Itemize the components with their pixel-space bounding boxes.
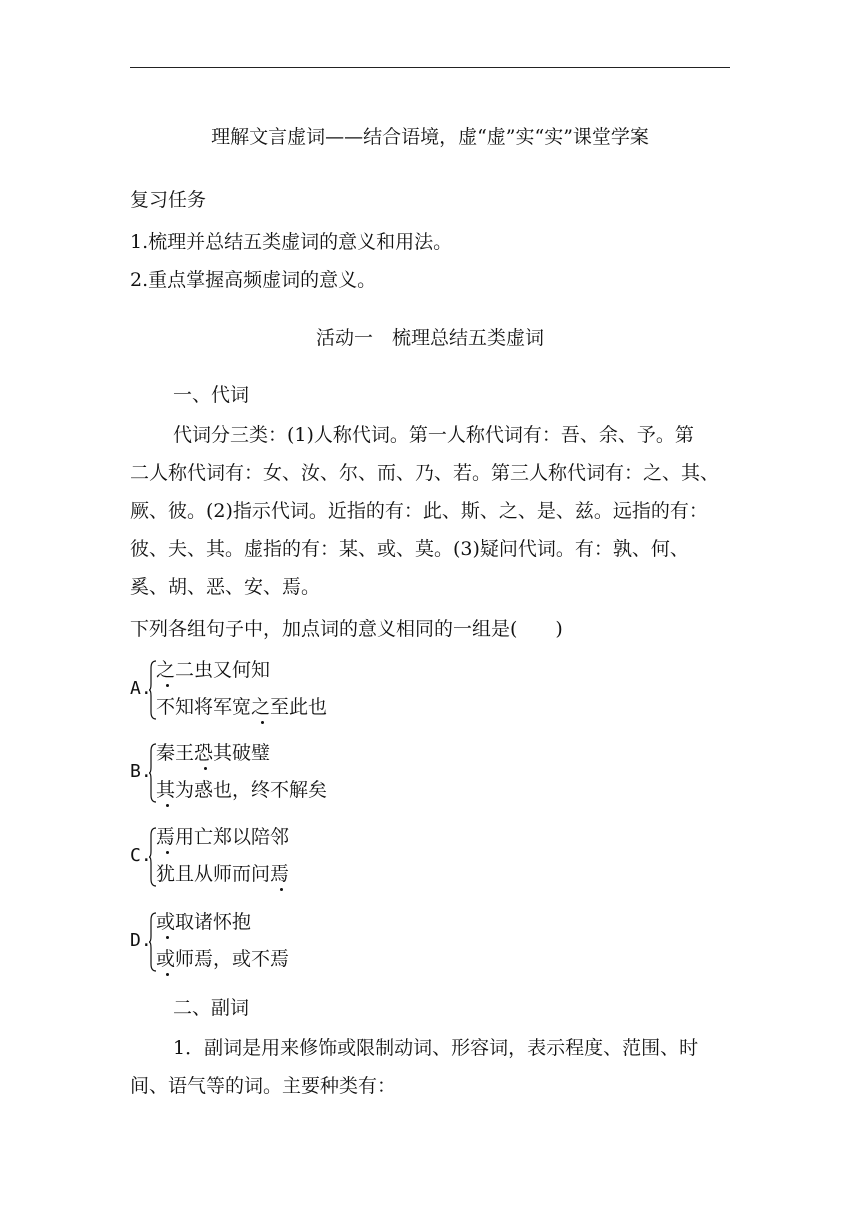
emphasis-dot: [166, 684, 169, 687]
task-item-2: 2.重点掌握高频虚词的意义。: [130, 269, 377, 291]
emphasis-dot: [280, 888, 283, 891]
header-rule: [130, 67, 730, 68]
emphasis-dot: [166, 804, 169, 807]
emphasis-dot: [166, 973, 169, 976]
page-title: 理解文言虚词——结合语境，虚“虚”实“实”课堂学案: [211, 126, 649, 148]
pronoun-para-line-5: 奚、胡、恶、安、焉。: [130, 576, 321, 598]
task-item-1: 1.梳理并总结五类虚词的意义和用法。: [130, 231, 453, 253]
adverb-para-line-2: 间、语气等的词。主要种类有：: [130, 1075, 397, 1097]
option-sentence-1: 或取诸怀抱: [156, 911, 252, 933]
option-sentence-1: 秦王恐其破璧: [156, 742, 271, 764]
question-text: 下列各组句子中，加点词的意义相同的一组是( ): [130, 618, 563, 640]
adverb-para-line-1: 1．副词是用来修饰或限制动词、形容词，表示程度、范围、时: [173, 1037, 699, 1059]
emphasis-dot: [204, 767, 207, 770]
pronoun-para-line-1: 代词分三类：(1)人称代词。第一人称代词有：吾、余、予。第: [173, 424, 694, 446]
emphasis-dot: [261, 721, 264, 724]
pronoun-para-line-4: 彼、夫、其。虚指的有：某、或、莫。(3)疑问代词。有：孰、何、: [130, 538, 689, 560]
option-label: D.: [130, 930, 152, 951]
activity-heading: 活动一 梳理总结五类虚词: [315, 327, 544, 349]
emphasis-dot: [166, 851, 169, 854]
pronoun-para-line-2: 二人称代词有：女、汝、尔、而、乃、若。第三人称代词有：之、其、: [130, 462, 720, 484]
section-heading-pronoun: 一、代词: [173, 384, 250, 406]
option-sentence-2: 或师焉，或不焉: [156, 948, 290, 970]
option-sentence-2: 其为惑也，终不解矣: [156, 779, 328, 801]
option-label: A.: [130, 678, 152, 699]
emphasis-dot: [166, 936, 169, 939]
pronoun-para-line-3: 厥、彼。(2)指示代词。近指的有：此、斯、之、是、兹。远指的有：: [130, 500, 708, 522]
option-sentence-2: 不知将军宽之至此也: [156, 696, 328, 718]
option-sentence-1: 焉用亡郑以陪邻: [156, 826, 290, 848]
option-label: B.: [130, 761, 152, 782]
section-heading-adverb: 二、副词: [173, 997, 250, 1019]
tasks-heading: 复习任务: [130, 189, 207, 211]
option-sentence-1: 之二虫又何知: [156, 659, 271, 681]
option-sentence-2: 犹且从师而问焉: [156, 863, 290, 885]
option-label: C.: [130, 845, 152, 866]
